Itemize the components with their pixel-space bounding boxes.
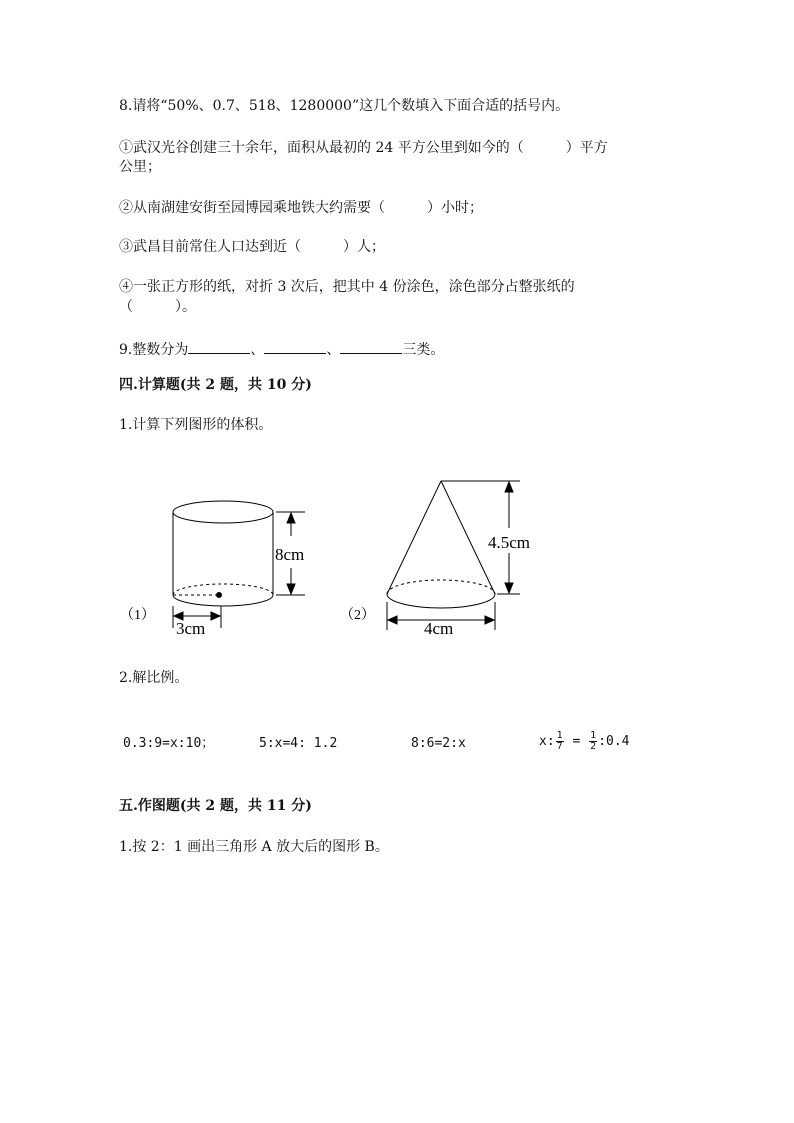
eq4-mid: = (564, 734, 589, 749)
eq4-post: :0.4 (598, 734, 630, 749)
frac2-num: 1 (590, 730, 597, 741)
cone-figure (387, 481, 520, 630)
proportion-eq4 (539, 731, 630, 753)
cylinder-height-label: 8cm (275, 545, 305, 564)
q9-sep1: 、 (250, 342, 265, 358)
q8-prompt: 8.请将“50%、0.7、518、1280000”这几个数填入下面合适的括号内。 (119, 98, 570, 114)
q8-item4-line1: ④一张正方形的纸，对折 3 次后，把其中 4 份涂色，涂色部分占整张纸的 (119, 279, 575, 295)
section4-q2: 2.解比例。 (119, 670, 189, 686)
q8-item1-line2: 公里； (119, 159, 161, 175)
cone-height-label: 4.5cm (488, 533, 531, 552)
frac1-num: 1 (556, 730, 563, 741)
frac1-den: 7 (556, 741, 563, 752)
cylinder-figure (173, 501, 305, 628)
section4-q1: 1.计算下列图形的体积。 (119, 417, 273, 433)
q9-suffix: 三类。 (402, 342, 445, 358)
q8-item3: ③武昌目前常住人口达到近（ ）人； (119, 239, 385, 255)
proportion-eq1: 0.3:9=x:10； (123, 736, 215, 751)
q9-sep2: 、 (326, 342, 341, 358)
q8-item2: ②从南湖建安街至园博园乘地铁大约需要（ ）小时； (119, 200, 483, 216)
proportion-eq3: 8:6=2:x (411, 736, 466, 751)
fraction-one-half (589, 731, 597, 752)
figure1-index: （1） (120, 608, 155, 623)
q8-item4-line2: （ ）。 (119, 299, 196, 315)
proportion-eq2: 5:x=4: 1.2 (259, 736, 338, 751)
section5-heading: 五.作图题(共 2 题，共 11 分) (119, 798, 312, 814)
section4-heading: 四.计算题(共 2 题，共 10 分) (119, 377, 312, 393)
figure2-index: （2） (340, 608, 375, 623)
cylinder-radius-label: 3cm (176, 619, 206, 638)
section5-q1: 1.按 2：1 画出三角形 A 放大后的图形 B。 (119, 839, 389, 855)
frac2-den: 2 (590, 741, 597, 752)
q8-item1-line1: ①武汉光谷创建三十余年，面积从最初的 24 平方公里到如今的（ ）平方 (119, 140, 608, 156)
eq4-pre: x: (539, 734, 555, 749)
fraction-one-seventh (556, 731, 564, 752)
q9-prefix: 9.整数分为 (119, 342, 189, 358)
cone-diameter-label: 4cm (424, 619, 454, 638)
